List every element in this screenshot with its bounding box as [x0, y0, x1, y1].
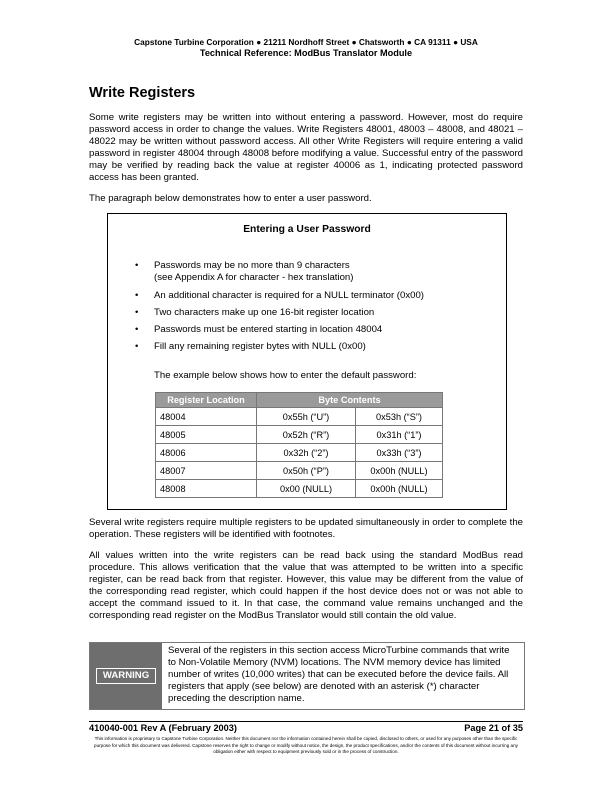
byte-content-cell: 0x50h (“P”): [257, 462, 356, 480]
register-location-cell: 48005: [156, 426, 257, 444]
header-company-line: Capstone Turbine Corporation ● 21211 Nordhoff Street ● Chatsworth ● CA 91311 ● USA: [134, 37, 478, 47]
list-item-text: An additional character is required for a NULL terminator (0x00): [154, 290, 424, 301]
list-item-text: Fill any remaining register bytes with NULL (0x00): [154, 341, 366, 352]
section-title: Write Registers: [89, 85, 196, 101]
paragraph-multiple-registers: Several write registers require multiple registers to be updated simultaneously in order to complete the operation. These registers will be identified with footnotes.: [89, 517, 523, 540]
password-box: [107, 213, 507, 510]
byte-content-cell: 0x31h (“1”): [356, 426, 443, 444]
register-location-cell: 48006: [156, 444, 257, 462]
list-item-text: Passwords must be entered starting in location 48004: [154, 324, 383, 335]
paragraph-demonstration: The paragraph below demonstrates how to enter a user password.: [89, 193, 372, 204]
footer-page-number: Page 21 of 35: [464, 723, 523, 733]
footer-divider: [89, 721, 523, 722]
list-item-text: Two characters make up one 16-bit register location: [154, 307, 375, 318]
bullet-icon: •: [135, 260, 139, 271]
register-location-cell: 48004: [156, 408, 257, 426]
table-row: [156, 444, 443, 462]
warning-badge: [90, 643, 162, 709]
password-register-table: [155, 392, 443, 498]
register-location-cell: 48008: [156, 480, 257, 498]
table-row: [156, 408, 443, 426]
byte-content-cell: 0x00h (NULL): [356, 480, 443, 498]
password-box-title: Entering a User Password: [243, 224, 371, 235]
table-row: [156, 480, 443, 498]
paragraph-read-back: All values written into the write registers can be read back using the standard ModBus read procedure. This allows verification that the value that was attempted to be written into a specific register, can be read back from that register. However, this value may be different from the value of the corresponding read register, which could happen if the host device does not or was not able to accept the command issued to it. In that case, the command value remains unchanged and the corresponding read register on the ModBus Translator would still contain the old value.: [89, 550, 523, 621]
byte-content-cell: 0x53h (“S”): [356, 408, 443, 426]
byte-content-cell: 0x00 (NULL): [257, 480, 356, 498]
example-caption: The example below shows how to enter the default password:: [154, 370, 417, 381]
paragraph-password-intro: Some write registers may be written into without entering a password. However, most do require password access in order to change the values. Write Registers 48001, 48003 – 48008, and 48021 – 48022 may be written without password access. All other Write Registers will require entering a valid password in register 48004 through 48008 before modifying a value. Successful entry of the password may be verified by reading back the value at register 40006 as 1, indicating protected password access has been granted.: [89, 112, 523, 183]
bullet-icon: •: [135, 341, 139, 352]
footer-disclaimer: This information is proprietary to Capstone Turbine Corporation. Neither this document nor the information contained herein shall be copied, disclosed to others, or used for any purposes other than the specific purpose for which this document was delivered. Capstone reserves the right to change or modify without notice, the design, the product specifications, and/or the contents of this document without incurring any obligation either with respect to equipment previously sold or in the process of construction.: [94, 736, 518, 754]
byte-content-cell: 0x32h (“2”): [257, 444, 356, 462]
bullet-icon: •: [135, 307, 139, 318]
table-row: [156, 462, 443, 480]
byte-content-cell: 0x00h (NULL): [356, 462, 443, 480]
warning-text: Several of the registers in this section access MicroTurbine commands that write to Non-Volatile Memory (NVM) locations. The NVM memory device has limited number of writes (10,000 writes) that can be executed before the device fails. All registers that apply (see below) are denoted with an asterisk (*) character preceding the description name.: [168, 645, 510, 704]
bullet-icon: •: [135, 290, 139, 301]
column-header-byte-contents: Byte Contents: [257, 393, 443, 408]
byte-content-cell: 0x52h (“R”): [257, 426, 356, 444]
byte-content-cell: 0x33h (“3”): [356, 444, 443, 462]
list-item-subtext: (see Appendix A for character - hex translation): [154, 271, 354, 283]
register-location-cell: 48007: [156, 462, 257, 480]
list-item-text: Passwords may be no more than 9 characters: [154, 260, 350, 271]
footer-document-id: 410040-001 Rev A (February 2003): [89, 723, 237, 733]
bullet-icon: •: [135, 324, 139, 335]
column-header-register-location: Register Location: [156, 393, 257, 408]
table-row: [156, 426, 443, 444]
byte-content-cell: 0x55h (“U”): [257, 408, 356, 426]
header-document-line: Technical Reference: ModBus Translator Module: [199, 48, 413, 58]
warning-label: WARNING: [96, 668, 156, 684]
warning-callout: [89, 642, 525, 710]
